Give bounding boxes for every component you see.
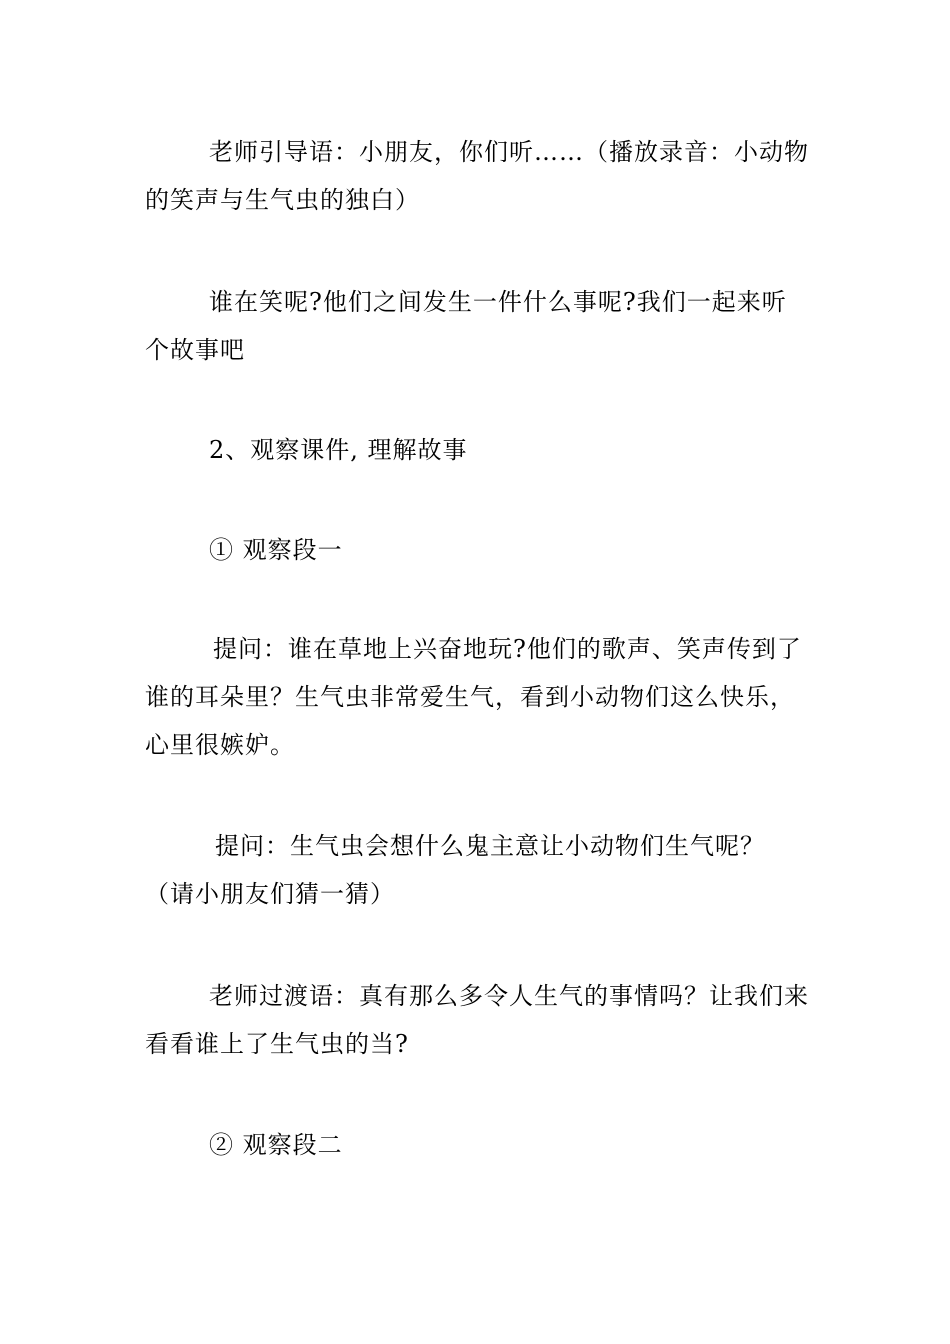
paragraph-step-2-heading: 2、观察课件, 理解故事 <box>209 436 468 464</box>
paragraph-observe-part-2: ② 观察段二 <box>209 1131 343 1159</box>
paragraph-observe-part-1: ① 观察段一 <box>209 536 343 564</box>
paragraph-who-laughs: 谁在笑呢?他们之间发生一件什么事呢?我们一起来听个故事吧 <box>145 288 787 364</box>
paragraph-teacher-intro: 老师引导语：小朋友，你们听……（播放录音：小动物的笑声与生气虫的独白） <box>145 138 809 214</box>
paragraph-teacher-transition: 老师过渡语：真有那么多令人生气的事情吗？让我们来看看谁上了生气虫的当? <box>145 982 809 1058</box>
paragraph-question-2: 提问：生气虫会想什么鬼主意让小动物们生气呢？（请小朋友们猜一猜） <box>145 832 765 908</box>
paragraph-question-1: 提问：谁在草地上兴奋地玩?他们的歌声、笑声传到了谁的耳朵里？生气虫非常爱生气，看到小动物们这么快乐，心里很嫉妒。 <box>145 635 802 759</box>
